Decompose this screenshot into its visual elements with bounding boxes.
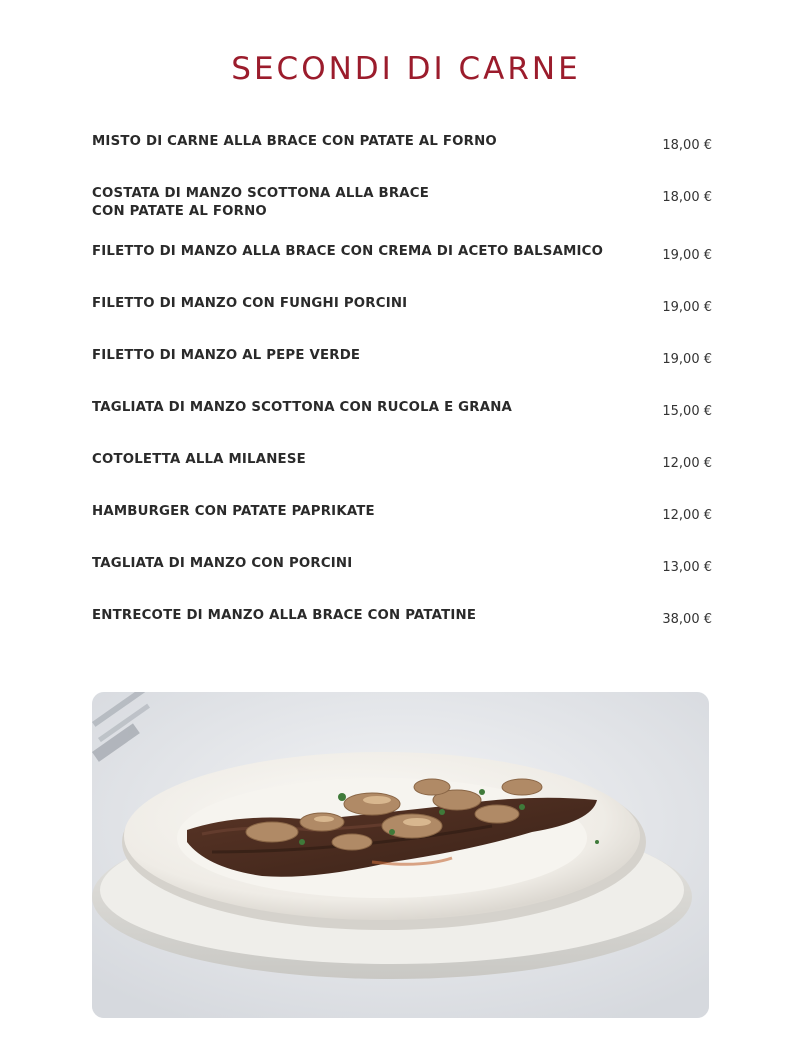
dish-name: HAMBURGER CON PATATE PAPRIKATE <box>92 504 375 519</box>
dish-price: 12,00 € <box>662 508 712 523</box>
menu-item <box>92 133 712 163</box>
dish-price: 19,00 € <box>662 248 712 263</box>
dish-name: COTOLETTA ALLA MILANESE <box>92 452 306 467</box>
dish-name: FILETTO DI MANZO AL PEPE VERDE <box>92 348 361 363</box>
dish-name: COSTATA DI MANZO SCOTTONA ALLA BRACE CON PATATE AL FORNO <box>92 186 430 219</box>
food-illustration <box>92 692 709 1018</box>
dish-price: 13,00 € <box>662 560 712 575</box>
menu-item <box>92 185 712 221</box>
dish-name: MISTO DI CARNE ALLA BRACE CON PATATE AL FORNO <box>92 134 497 149</box>
dish-price: 15,00 € <box>662 404 712 419</box>
dish-photo <box>92 692 709 1018</box>
page-title: SECONDI DI CARNE <box>231 50 581 87</box>
dish-price: 12,00 € <box>662 456 712 471</box>
menu-item <box>92 347 712 377</box>
dish-name: FILETTO DI MANZO ALLA BRACE CON CREMA DI ACETO BALSAMICO <box>92 244 604 259</box>
dish-name: TAGLIATA DI MANZO CON PORCINI <box>92 556 353 571</box>
menu-item <box>92 451 712 481</box>
menu-item <box>92 243 712 273</box>
dish-price: 19,00 € <box>662 352 712 367</box>
menu-item <box>92 295 712 325</box>
dish-price: 18,00 € <box>662 138 712 153</box>
menu-item <box>92 399 712 429</box>
dish-price: 19,00 € <box>662 300 712 315</box>
dish-price: 18,00 € <box>662 190 712 205</box>
dish-price: 38,00 € <box>662 612 712 627</box>
menu-list <box>92 133 712 659</box>
dish-name: TAGLIATA DI MANZO SCOTTONA CON RUCOLA E GRANA <box>92 400 513 415</box>
menu-item <box>92 503 712 533</box>
menu-item <box>92 607 712 637</box>
dish-name: ENTRECOTE DI MANZO ALLA BRACE CON PATATINE <box>92 608 477 623</box>
dish-name: FILETTO DI MANZO CON FUNGHI PORCINI <box>92 296 408 311</box>
menu-item <box>92 555 712 585</box>
